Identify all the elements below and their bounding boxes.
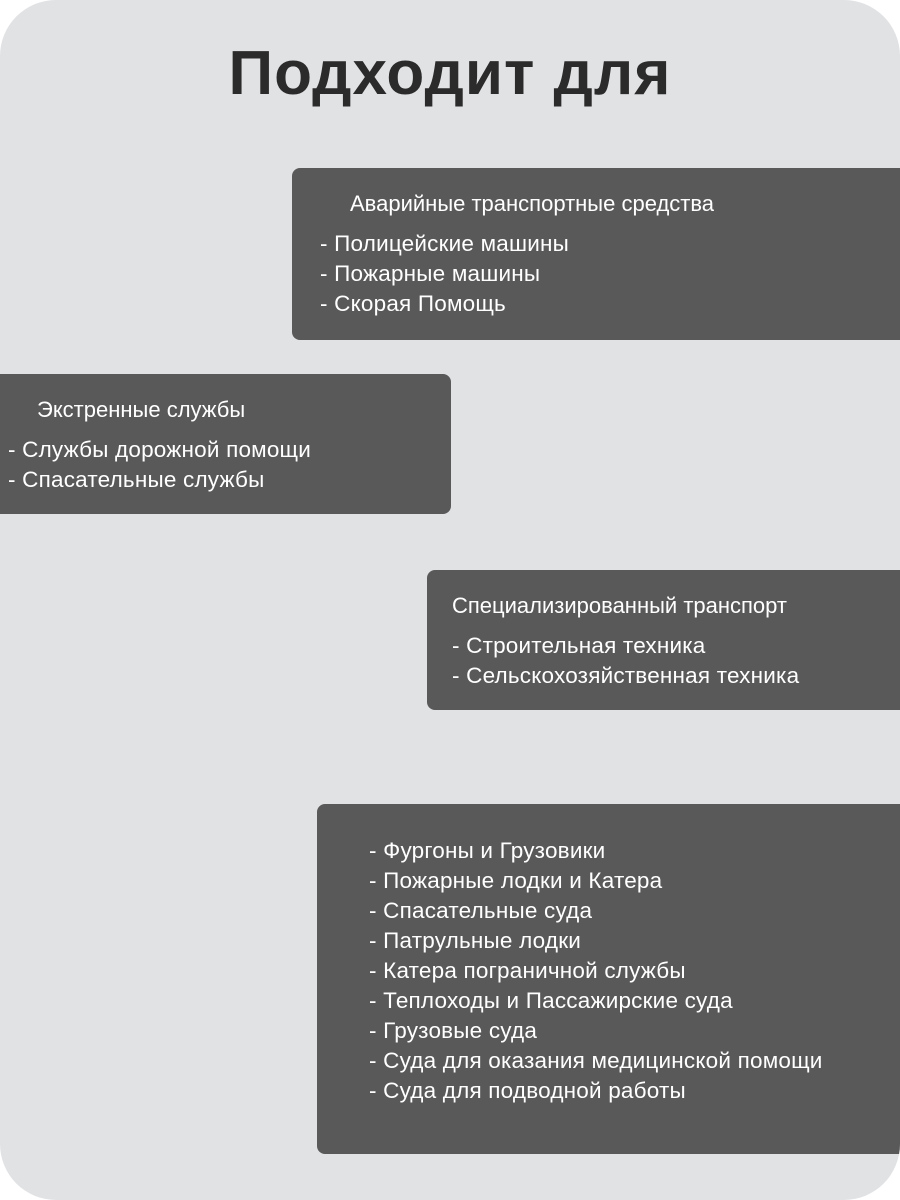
specialized-transport-box <box>427 570 900 710</box>
emergency-vehicles-heading: Аварийные транспортные средства <box>350 191 715 216</box>
list-item: - Катера пограничной службы <box>369 958 686 983</box>
list-item: - Патрульные лодки <box>369 928 582 953</box>
list-item: - Сельскохозяйственная техника <box>452 663 800 688</box>
list-item: - Пожарные лодки и Катера <box>369 868 663 893</box>
list-item: - Суда для оказания медицинской помощи <box>369 1048 823 1073</box>
list-item: - Пожарные машины <box>320 261 541 286</box>
list-item: - Службы дорожной помощи <box>8 437 312 462</box>
list-item: - Строительная техника <box>452 633 706 658</box>
list-item: - Полицейские машины <box>320 231 569 256</box>
emergency-vehicles-box <box>292 168 900 340</box>
list-item: - Теплоходы и Пассажирские суда <box>369 988 733 1013</box>
page-title: Подходит для <box>228 39 672 108</box>
list-item: - Скорая Помощь <box>320 291 506 316</box>
list-item: - Фургоны и Грузовики <box>369 838 606 863</box>
vehicles-and-vessels-box <box>317 804 900 1154</box>
emergency-vehicles-list <box>320 229 569 319</box>
emergency-services-heading: Экстренные службы <box>37 397 246 422</box>
list-item: - Спасательные службы <box>8 467 265 492</box>
emergency-services-list <box>8 435 311 495</box>
vehicles-and-vessels-list <box>369 836 889 1106</box>
list-item: - Грузовые суда <box>369 1018 538 1043</box>
list-item: - Спасательные суда <box>369 898 593 923</box>
specialized-transport-heading: Специализированный транспорт <box>452 593 787 618</box>
list-item: - Суда для подводной работы <box>369 1078 686 1103</box>
specialized-transport-list <box>452 631 799 691</box>
emergency-services-box <box>0 374 451 514</box>
